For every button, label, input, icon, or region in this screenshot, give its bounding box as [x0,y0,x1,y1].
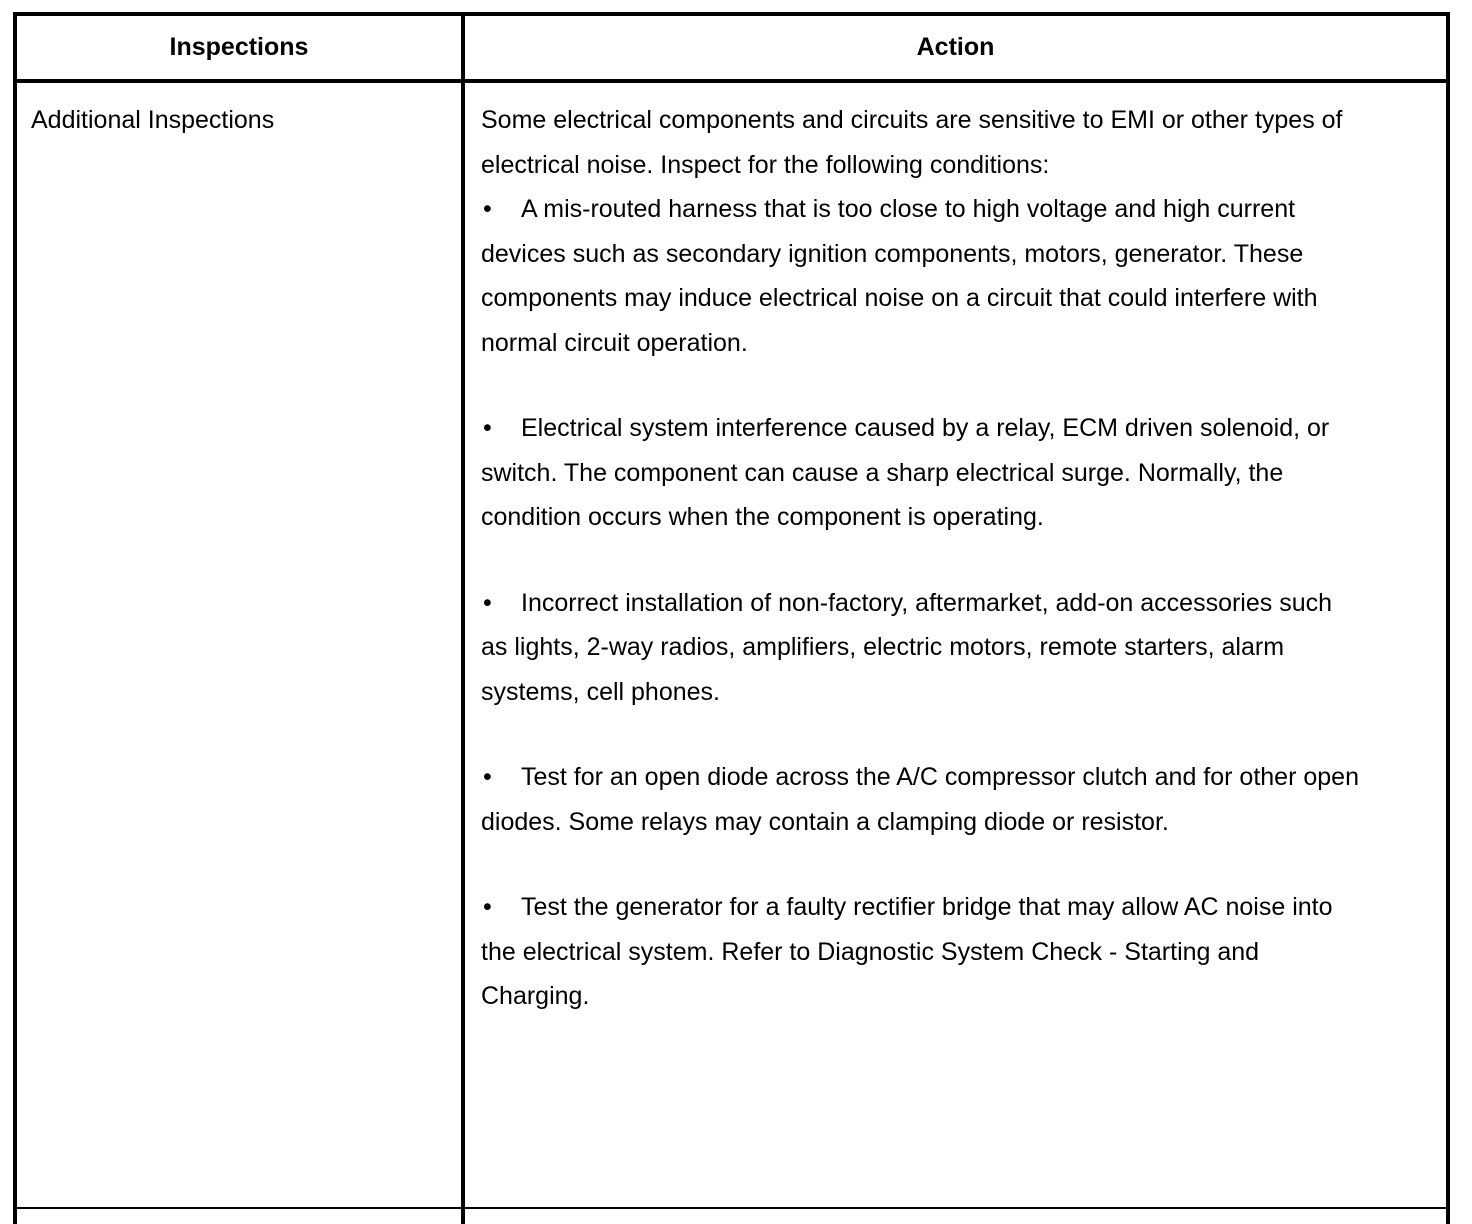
bullet-text: Test for an open diode across the A/C compressor clutch and for other open diodes. Some relays may contain a clamping diode or resistor. [481,763,1359,836]
bullet-text: Incorrect installation of non-factory, aftermarket, add-on accessories such as lights, 2-way radios, amplifiers, electric motors, remote starters, alarm systems, cell phones. [481,588,1333,706]
bullet-icon: • [483,588,492,617]
action-cell [481,98,1441,1019]
column-divider [461,12,465,1224]
header-action: Action [916,33,995,61]
bullet-item [481,581,1361,715]
bullet-icon: • [483,195,492,223]
bullet-icon: • [483,763,492,791]
bullet-icon: • [483,414,492,442]
bullet-text: Test the generator for a faulty rectifier bridge that may allow AC noise into the electrical system. Refer to Diagnostic System Check - Starting and Charging. [481,893,1333,1010]
bullet-text: A mis-routed harness that is too close to high voltage and high current devices such as secondary ignition components, motors, generator. These components may induce electrical noise on a circuit that could interfere with normal circuit operation. [481,195,1318,357]
bullet-item [481,406,1361,540]
table-bottom-border [13,1207,1450,1209]
action-intro: Some electrical components and circuits are sensitive to EMI or other types of electrical noise. Inspect for the following conditions: [481,106,1343,179]
bullet-item [481,755,1361,844]
bullet-icon: • [483,893,492,921]
inspection-name: Additional Inspections [31,106,275,134]
header-divider [13,79,1450,83]
bullet-text: Electrical system interference caused by a relay, ECM driven solenoid, or switch. The component can cause a sharp electrical surge. Normally, the condition occurs when the component is operating. [481,414,1330,531]
header-inspections: Inspections [169,33,309,61]
bullet-item [481,885,1361,1019]
bullet-item [481,187,1361,365]
